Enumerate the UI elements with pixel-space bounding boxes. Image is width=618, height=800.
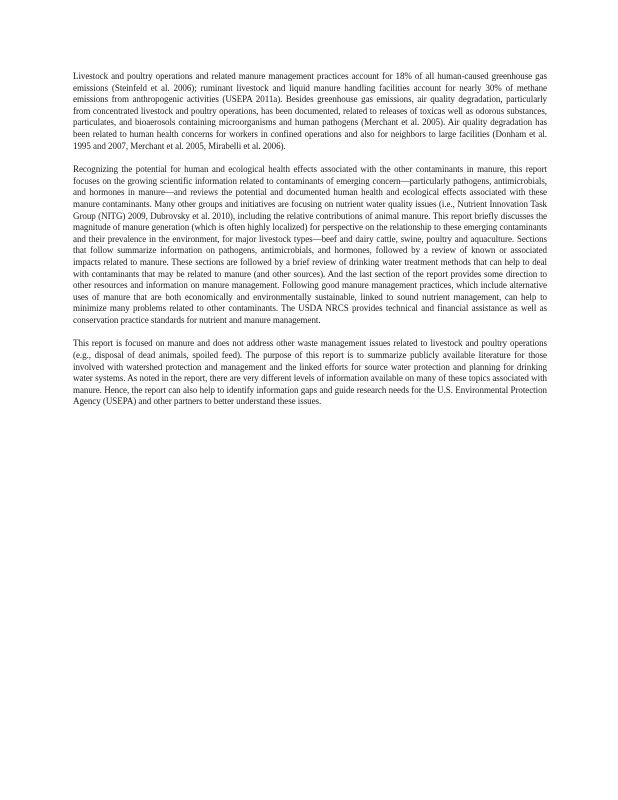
paragraph-report-focus: Recognizing the potential for human and ecological health effects associated with the other contaminants in manure, this report focuses on the growing scientific information related to contaminants of emerging concern—particularly pathogens, antimicrobials, and hormones in manure—and reviews the potential and documented human health and ecological effects associated with these manure contaminants. Many other groups and initiatives are focusing on nutrient water quality issues (i.e., Nutrient Innovation Task Group (NITG) 2009, Dubrovsky et al. 2010), including the relative contributions of animal manure. This report briefly discusses the magnitude of manure generation (which is often highly localized) for perspective on the relationship to these emerging contaminants and their prevalence in the environment, for major livestock types—beef and dairy cattle, swine, poultry and aquaculture. Sections that follow summarize information on pathogens, antimicrobials, and hormones, followed by a review of known or associated impacts related to manure. These sections are followed by a brief review of drinking water treatment methods that can help to deal with contaminants that may be related to manure (and other sources). And the last section of the report provides some direction to other resources and information on manure management. Following good manure management practices, which include alternative uses of manure that are both economically and environmentally sustainable, linked to sound nutrient management, can help to minimize many problems related to other contaminants. The USDA NRCS provides technical and financial assistance as well as conservation practice standards for nutrient and manure management. (73, 164, 547, 325)
paragraph-emissions: Livestock and poultry operations and related manure management practices account for 18% of all human-caused greenhouse gas emissions (Steinfeld et al. 2006); ruminant livestock and liquid manure handling facilities account for nearly 30% of methane emissions from anthropogenic activities (USEPA 2011a). Besides greenhouse gas emissions, air quality degradation, particularly from concentrated livestock and poultry operations, has been documented, related to releases of toxicas well as odorous substances, particulates, and bioaerosols containing microorganisms and human pathogens (Merchant et al. 2005). Air quality degradation has been related to human health concerns for workers in confined operations and also for neighbors to large facilities (Donham et al. 1995 and 2007, Merchant et al. 2005, Mirabelli et al. 2006). (73, 71, 547, 151)
document-page (73, 71, 547, 420)
paragraph-scope: This report is focused on manure and does not address other waste management issues related to livestock and poultry operations (e.g., disposal of dead animals, spoiled feed). The purpose of this report is to summarize publicly available literature for those involved with watershed protection and management and the linked efforts for source water protection and planning for drinking water systems. As noted in the report, there are very different levels of information available on many of these topics associated with manure. Hence, the report can also help to identify information gaps and guide research needs for the U.S. Environmental Protection Agency (USEPA) and other partners to better understand these issues. (73, 338, 547, 407)
